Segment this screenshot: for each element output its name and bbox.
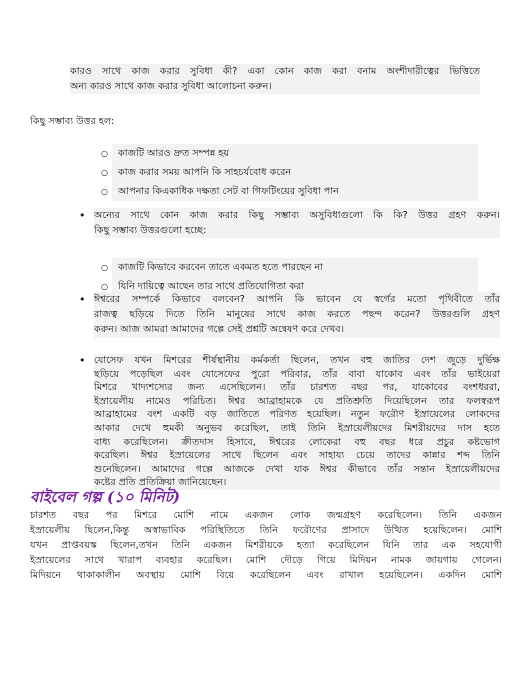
bullet-line: ইস্রায়েলীয় নামেও পরিচিত। ঈশ্বর আব্রাহামকে যে প্রতিশ্রুতি দিয়েছিলেন তার ফলস্বরূপ [94, 395, 500, 407]
bullet-line: মিশরে খাদ্যশস্যের জন্য এসেছিলেন। তাঁর চারশত বছর পর, যাকোবের বংশধররা, [94, 382, 500, 394]
story-line: চারশত বছর পর মিশরে মোশি নামে একজন লোক জন্মগ্রহণ করেছিলেন। তিনি একজন [30, 510, 502, 521]
bullet-line: শুনেছিলেন। আমাদের গল্পে আজকে দেখা যাক ঈশ্বর কীভাবে তাঁর সন্তান ইস্রায়েলীয়দের [94, 463, 500, 475]
bullet-god-question [79, 292, 500, 338]
circle-bullet-icon: ○ [101, 263, 108, 272]
intro-line: অন্য কারও সাথে কাজ করার সুবিধা আলোচনা করুন। [70, 81, 272, 93]
bullet-line: আব্রাহামের বংশ একটি বড় জাতিতে পরিণত হয়েছিল। নতুন ফরৌণ ইস্রায়েলের লোকদের [94, 409, 500, 421]
circle-bullet-icon: ○ [101, 282, 108, 291]
bullet-line: আকার দেখে হুমকী অনুভব করেছিল, তাই তিনি ইস্রায়েলীয়দের মিশরীয়দের দাস হতে [94, 422, 500, 434]
list-item-text: আপনার কিএকাধিক দক্ষতা সেট বা গিফটিংয়ের সুবিধা পান [118, 186, 339, 197]
story-paragraph [30, 508, 502, 583]
intro-paragraph [70, 64, 480, 94]
bullet-icon: • [79, 354, 86, 367]
list-item-text: কাজটি কিভাবে করবেন তাতে একমত হতে পারছেন না [118, 262, 324, 273]
list-item [101, 182, 478, 201]
list-item [101, 163, 478, 182]
circle-bullet-icon: ○ [101, 168, 108, 177]
bullet-line: ছড়িয়ে পড়েছিল এবং যোসেফের পুরো পরিবার, তাঁর বাবা যাকোব এবং তাঁর ভাইয়েরা [94, 368, 500, 380]
advantages-list [101, 144, 478, 201]
bullet-disadvantages [79, 208, 500, 238]
bullet-line: অন্যের সাথে কোন কাজ করার কিছু সম্ভাব্য অসুবিধাগুলো কি কি? উত্তর গ্রহণ করুন। [94, 210, 500, 221]
story-line: যখন প্রাপ্তবয়স্ক ছিলেন,তখন তিনি একজন মিশরীয়কে হত্যা করেছিলেন যিনি তার এক সহযোগী [30, 540, 502, 551]
bullet-line: যোসেফ যখন মিশরের শীর্ষস্থানীয় কর্মকর্তা ছিলেন, তখন বহু জাতির দেশ জুড়ে দুর্ভিক্ষ [94, 355, 500, 366]
list-item [101, 144, 478, 163]
bullet-line: কিছু সম্ভাব্য উত্তরগুলো হচ্ছে: [94, 225, 207, 237]
list-item-text: কাজটি আরও দ্রুত সম্পন্ন হয় [118, 148, 230, 159]
bullet-line: ঈশ্বরের সম্পর্কে কিভাবে বলবেন? আপনি কি ভাবেন যে স্বর্গের মতো পৃথিবীতে তাঁর [94, 294, 500, 305]
story-line: মিদিয়নে থাকাকালীন অবস্থায় মোশি বিয়ে করেছিলেন এবং রাখাল হয়েছিলেন। একদিন মোশি [30, 570, 502, 581]
list-item [101, 258, 478, 277]
bullet-line: রাজত্ব ছড়িয়ে দিতে তিনি মানুষের সাথে কাজ করতে পছন্দ করেন? উত্তরগুলি গ্রহণ [94, 309, 500, 321]
bullet-line: বাধ্য করেছিলেন। ক্রীতদাস হিসাবে, ঈশ্বরের লোকেরা বহু বছর ধরে প্রচুর কষ্টভোগ [94, 436, 500, 448]
bullet-icon: • [79, 293, 86, 306]
possible-answers-label: কিছু সম্ভাব্য উত্তর হল: [30, 116, 115, 127]
bullet-line: করেছিল। ঈশ্বর ইস্রায়েলের সাথে ছিলেন এবং সাহায্য চেয়ে তাদের কান্নার শব্দ তিনি [94, 450, 500, 462]
bullet-line: করুন। আজ আমরা আমাদের গল্পে সেই প্রশ্নটি অন্বেষণ করে দেখব। [94, 324, 345, 336]
list-item-text: যিনি দায়িত্বে আছেন তার সাথে প্রতিযোগিতা করা [118, 281, 305, 292]
bullet-joseph-background [79, 354, 500, 490]
circle-bullet-icon: ○ [101, 187, 108, 196]
intro-line: কারও সাথে কাজ করার সুবিধা কী? একা কোন কাজ করা বনাম অংশীদারীত্বের ভিত্তিতে [70, 66, 480, 77]
story-line: ইস্রায়েলের সাথে খারাপ ব্যবহার করেছিল। মোশি দৌড়ে গিয়ে মিদিয়ন নামক জায়গায় গেলেন। [30, 555, 502, 566]
bullet-line: কষ্টের প্রতি প্রতিক্রিয়া জানিয়েছেন। [94, 477, 227, 489]
list-item-text: কাজ করার সময় আপনি কি সাহচর্যবোধ করেন [118, 167, 292, 178]
bullet-icon: • [79, 209, 86, 222]
section-heading: বাইবেল গল্প (১০ মিনিট) [30, 488, 180, 506]
disadvantages-list [101, 258, 478, 296]
story-line: ইস্রায়েলীয় ছিলেন,কিন্তু অস্বাভাবিক পরিস্থিতিতে তিনি ফরৌণের প্রাসাদে উত্থিত হয়েছিলেন। মোশি [30, 525, 502, 536]
circle-bullet-icon: ○ [101, 149, 108, 158]
